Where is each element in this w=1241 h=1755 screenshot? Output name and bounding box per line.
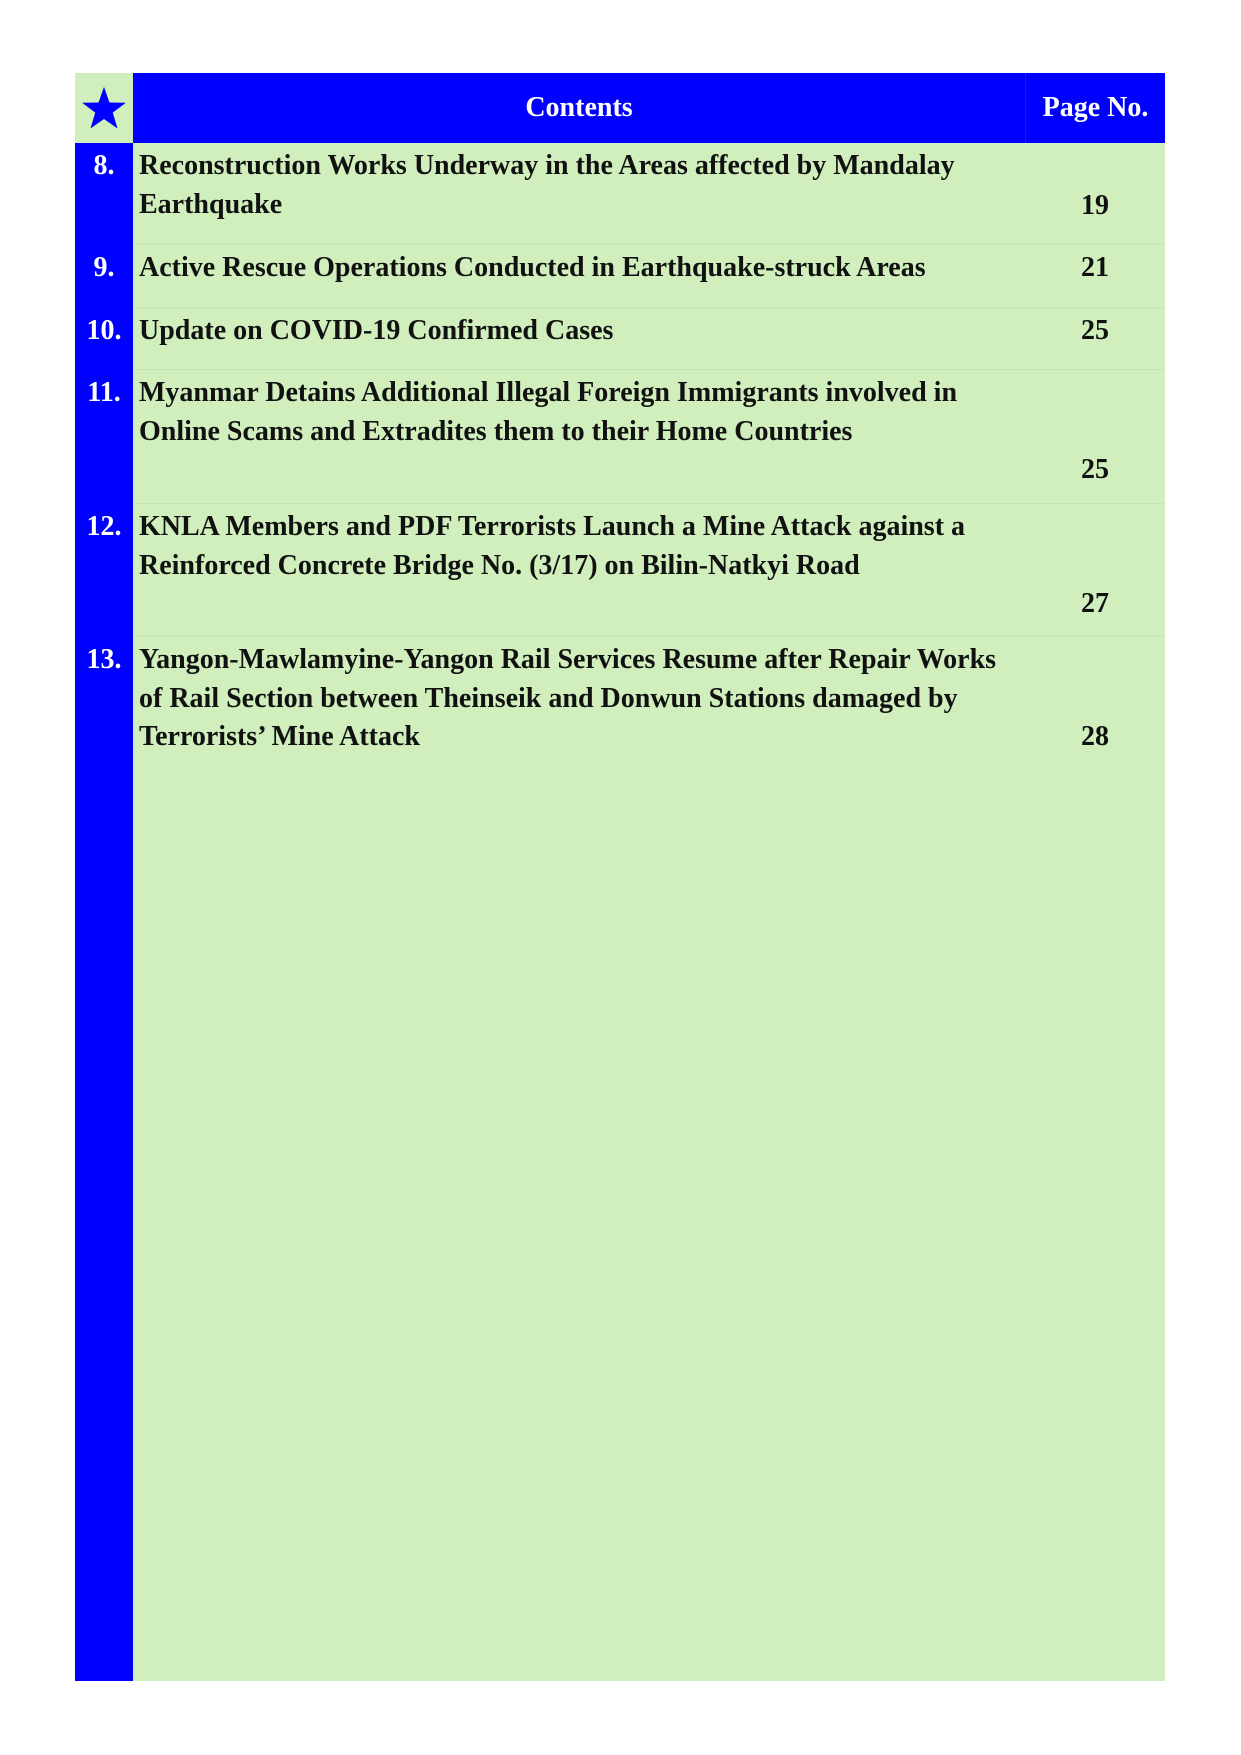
star-cell	[75, 73, 133, 143]
contents-heading: Contents	[133, 73, 1025, 143]
toc-entry-10[interactable]	[75, 308, 1165, 370]
entry-title[interactable]: Yangon-Mawlamyine-Yangon Rail Services Resume after Repair Works of Rail Section between Theinseik and Donwun Stations damaged by Terrorists’ Mine Attack	[139, 644, 997, 752]
entry-title[interactable]: Active Rescue Operations Conducted in Earthquake-struck Areas	[139, 252, 926, 283]
toc-entry-11[interactable]	[75, 370, 1165, 504]
entry-page: 25	[1081, 454, 1109, 485]
entry-number: 9.	[93, 252, 115, 283]
star-icon	[81, 85, 127, 131]
toc-entry-13[interactable]	[75, 637, 1165, 767]
entry-number: 13.	[86, 644, 122, 675]
entry-title[interactable]: KNLA Members and PDF Terrorists Launch a Mine Attack against a Reinforced Concrete Bridge No. (3/17) on Bilin-Natkyi Road	[139, 511, 966, 581]
toc-entry-9[interactable]	[75, 245, 1165, 308]
toc-entry-12[interactable]	[75, 504, 1165, 637]
entry-page: 27	[1081, 588, 1109, 619]
table-of-contents	[75, 73, 1165, 1681]
entry-number: 8.	[93, 150, 115, 181]
entry-page: 25	[1081, 315, 1109, 346]
entry-number: 12.	[86, 511, 122, 542]
entry-page: 21	[1081, 252, 1109, 283]
entry-title[interactable]: Update on COVID-19 Confirmed Cases	[139, 315, 614, 346]
entry-page: 28	[1081, 721, 1109, 752]
entry-title[interactable]: Myanmar Detains Additional Illegal Foreign Immigrants involved in Online Scams and Extradites them to their Home Countries	[139, 377, 958, 447]
entry-number: 11.	[87, 377, 121, 408]
entry-title[interactable]: Reconstruction Works Underway in the Areas affected by Mandalay Earthquake	[139, 150, 955, 220]
toc-entry-8[interactable]	[75, 143, 1165, 245]
page-no-heading: Page No.	[1025, 73, 1165, 143]
entry-page: 19	[1081, 190, 1109, 221]
entry-number: 10.	[86, 315, 122, 346]
toc-header	[75, 73, 1165, 143]
